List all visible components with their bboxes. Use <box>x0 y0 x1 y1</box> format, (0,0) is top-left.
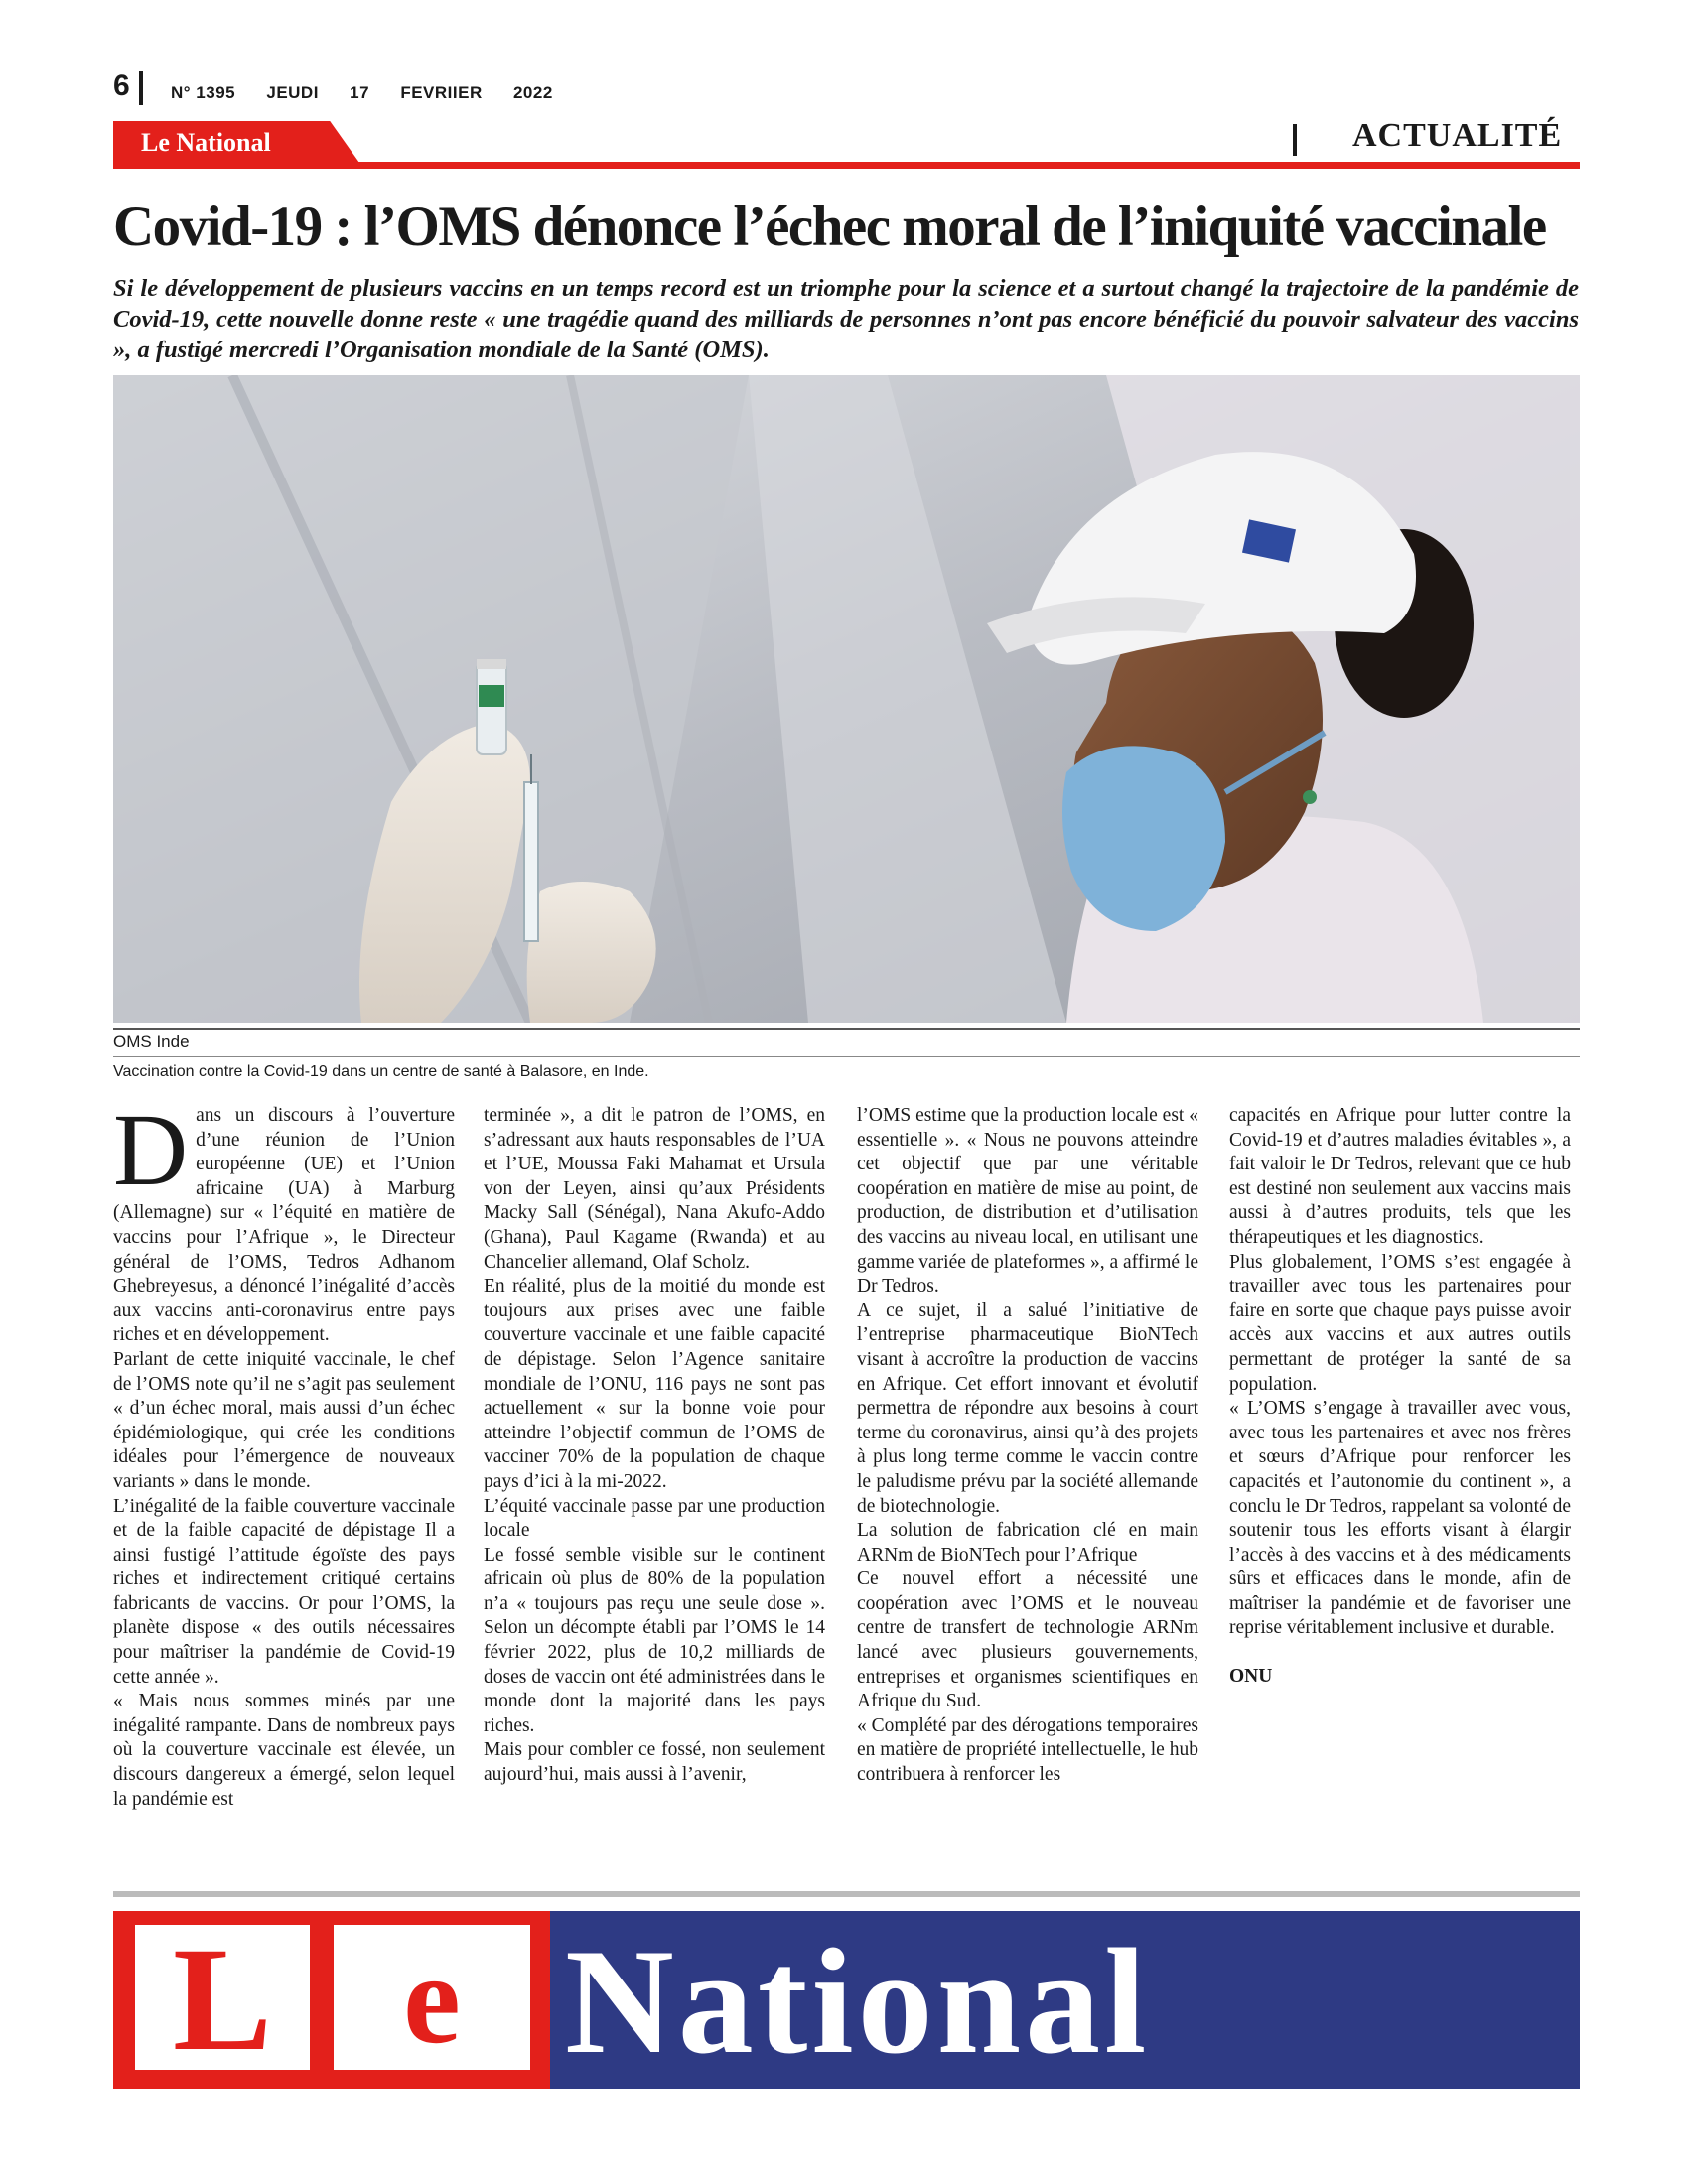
photo-rule <box>113 1028 1580 1030</box>
issue-number: N° 1395 <box>171 83 236 102</box>
paragraph: « Complété par des dérogations temporaires en matière de propriété intellectuelle, le hub contribuera à renforcer les <box>857 1714 1198 1786</box>
footer-rule <box>113 1891 1580 1897</box>
section-rubric: ACTUALITÉ <box>1352 117 1563 154</box>
brand-tag-label: Le National <box>141 128 271 157</box>
article-lede: Si le développement de plusieurs vaccins en un temps record est un triomphe pour la science et a surtout changé la trajectoire de la pandémie de Covid-19, cette nouvelle donne reste « une tragédie quand des milliards de personnes n’ont pas encore bénéficié du pouvoir salvateur des vaccins », a fustigé mercredi l’Organisation mondiale de la Santé (OMS). <box>113 275 1579 363</box>
paragraph: « Mais nous sommes minés par une inégalité rampante. Dans de nombreux pays où la couverture vaccinale est élevée, un discours dangereux a émergé, selon lequel la pandémie est <box>113 1691 455 1810</box>
article-column-3 <box>857 1104 1198 1788</box>
article-photo <box>113 375 1580 1023</box>
paragraph: Mais pour combler ce fossé, non seulement aujourd’hui, mais aussi à l’avenir, <box>484 1739 825 1786</box>
paragraph <box>113 1093 455 1348</box>
rubric-divider <box>1293 124 1297 156</box>
paragraph: A ce sujet, il a salué l’initiative de l’entreprise pharmaceutique BioNTech visant à accroître la production de vaccins en Afrique. Cet effort innovant et évolutif permettra de répondre aux besoins à court terme du coronavirus, ainsi qu’à des projets à plus long terme comme le vaccin contre le paludisme prévu par la société allemande de biotechnologie. <box>857 1299 1198 1517</box>
issue-year: 2022 <box>512 83 553 102</box>
paragraph: L’inégalité de la faible couverture vaccinale et de la faible capacité de dépistage Il a ainsi fustigé l’attitude égoïste des pays riches et indirectement critiqué certains fabricants de vaccins. Or pour l’OMS, la planète dispose « des outils nécessaires pour maîtriser la pandémie de Covid-19 cette année ». <box>113 1495 455 1688</box>
paragraph: Plus globalement, l’OMS s’est engagée à travailler avec tous les partenaires pour faire en sorte que chaque pays puisse avoir accès aux vaccins et aux autres outils permettant de protéger la santé de sa population. <box>1229 1251 1571 1395</box>
article-signature: ONU <box>1229 1666 1273 1688</box>
le-national-banner <box>113 1911 1580 2089</box>
banner-word: National <box>565 1918 1151 2085</box>
article-column-2 <box>484 1104 825 1788</box>
paragraph: « L’OMS s’engage à travailler avec vous, avec tous les partenaires et avec nos frères et sœurs d’Afrique pour renforcer les capacités et l’autonomie du continent », a conclu le Dr Tedros, rappelant sa volonté de soutenir tous les efforts visant à élargir l’accès à des vaccins et à des médicaments sûrs et efficaces dans le monde, afin de maîtriser la pandémie et de favoriser une reprise véritablement inclusive et durable. <box>1229 1398 1571 1639</box>
page-number-divider <box>139 71 143 105</box>
issue-day: JEUDI <box>266 83 319 102</box>
drop-cap: D <box>113 1093 189 1207</box>
banner-red-panel <box>113 1911 550 2089</box>
issue-info <box>171 83 579 103</box>
subheading: La solution de fabrication clé en main ARNm de BioNTech pour l’Afrique <box>857 1520 1198 1566</box>
paragraph: Ce nouvel effort a nécessité une coopération avec l’OMS et le nouveau centre de transfert de technologie ARNm lancé avec plusieurs gouvernements, entreprises et organismes scientifiques en Afrique du Sud. <box>857 1569 1198 1712</box>
paragraph: Le fossé semble visible sur le continent africain où plus de 80% de la population n’a « toujours pas reçu une seule dose ». Selon un décompte établi par l’OMS le 14 février 2022, plus de 10,2 milliards de doses de vaccin ont été administrées dans le monde dont la majorité dans les pays riches. <box>484 1544 825 1736</box>
photo-credit: OMS Inde <box>113 1032 190 1051</box>
subheading: L’équité vaccinale passe par une production locale <box>484 1495 825 1542</box>
paragraph: capacités en Afrique pour lutter contre la Covid-19 et d’autres maladies évitables », a fait valoir le Dr Tedros, relevant que ce hub est destiné non seulement aux vaccins mais aussi à d’autres produits, tels que les thérapeutiques et les diagnostics. <box>1229 1105 1571 1248</box>
header-rule <box>113 162 1580 169</box>
article-column-4 <box>1229 1104 1571 1690</box>
page-number: 6 <box>113 69 130 102</box>
paragraph-text: ans un discours à l’ouverture d’une réunion de l’Union européenne (UE) et l’Union africaine (UA) à Marburg (Allemagne) sur « l’équité en matière de vaccins pour l’Afrique », le Directeur général de l’OMS, Tedros Adhanom Ghebreyesus, a dénoncé l’inégalité d’accès aux vaccins anti-coronavirus entre pays riches et en développement. <box>113 1105 455 1346</box>
issue-month: FEVRIIER <box>400 83 483 102</box>
caption-rule <box>113 1056 1580 1057</box>
banner-letter-e: e <box>334 1925 530 2070</box>
paragraph: En réalité, plus de la moitié du monde est toujours aux prises avec une faible couverture vaccinale et une faible capacité de dépistage. Selon l’Agence sanitaire mondiale de l’ONU, 116 pays ne sont pas actuellement « sur la bonne voie pour atteindre l’objectif commun de l’OMS de vacciner 70% de la population de chaque pays d’ici à la mi-2022. <box>484 1276 825 1492</box>
paragraph: l’OMS estime que la production locale est « essentielle ». « Nous ne pouvons atteindre cet objectif que par une véritable coopération en matière de mise au point, de production, de distribution et d’utilisation des vaccins au niveau local, en utilisant une gamme variée de plateformes », a affirmé le Dr Tedros. <box>857 1105 1198 1297</box>
article-title: Covid-19 : l’OMS dénonce l’échec moral de l’iniquité vaccinale <box>113 196 1546 258</box>
paragraph: Parlant de cette iniquité vaccinale, le chef de l’OMS note qu’il ne s’agit pas seulement « d’un échec moral, mais aussi d’un échec épidémiologique, qui crée les conditions idéales pour l’émergence de nouveaux variants » dans le monde. <box>113 1348 455 1492</box>
issue-date: 17 <box>350 83 370 102</box>
banner-letter-l: L <box>135 1925 310 2070</box>
paragraph: terminée », a dit le patron de l’OMS, en s’adressant aux hauts responsables de l’UA et l’UE, Moussa Faki Mahamat et Ursula von der Leyen, ainsi qu’aux Présidents Macky Sall (Sénégal), Nana Akufo-Addo (Ghana), Paul Kagame (Rwanda) et au Chancelier allemand, Olaf Scholz. <box>484 1105 825 1273</box>
article-column-1 <box>113 1093 455 1812</box>
vaccination-photo-illustration <box>113 375 1580 1023</box>
photo-caption: Vaccination contre la Covid-19 dans un centre de santé à Balasore, en Inde. <box>113 1063 649 1080</box>
